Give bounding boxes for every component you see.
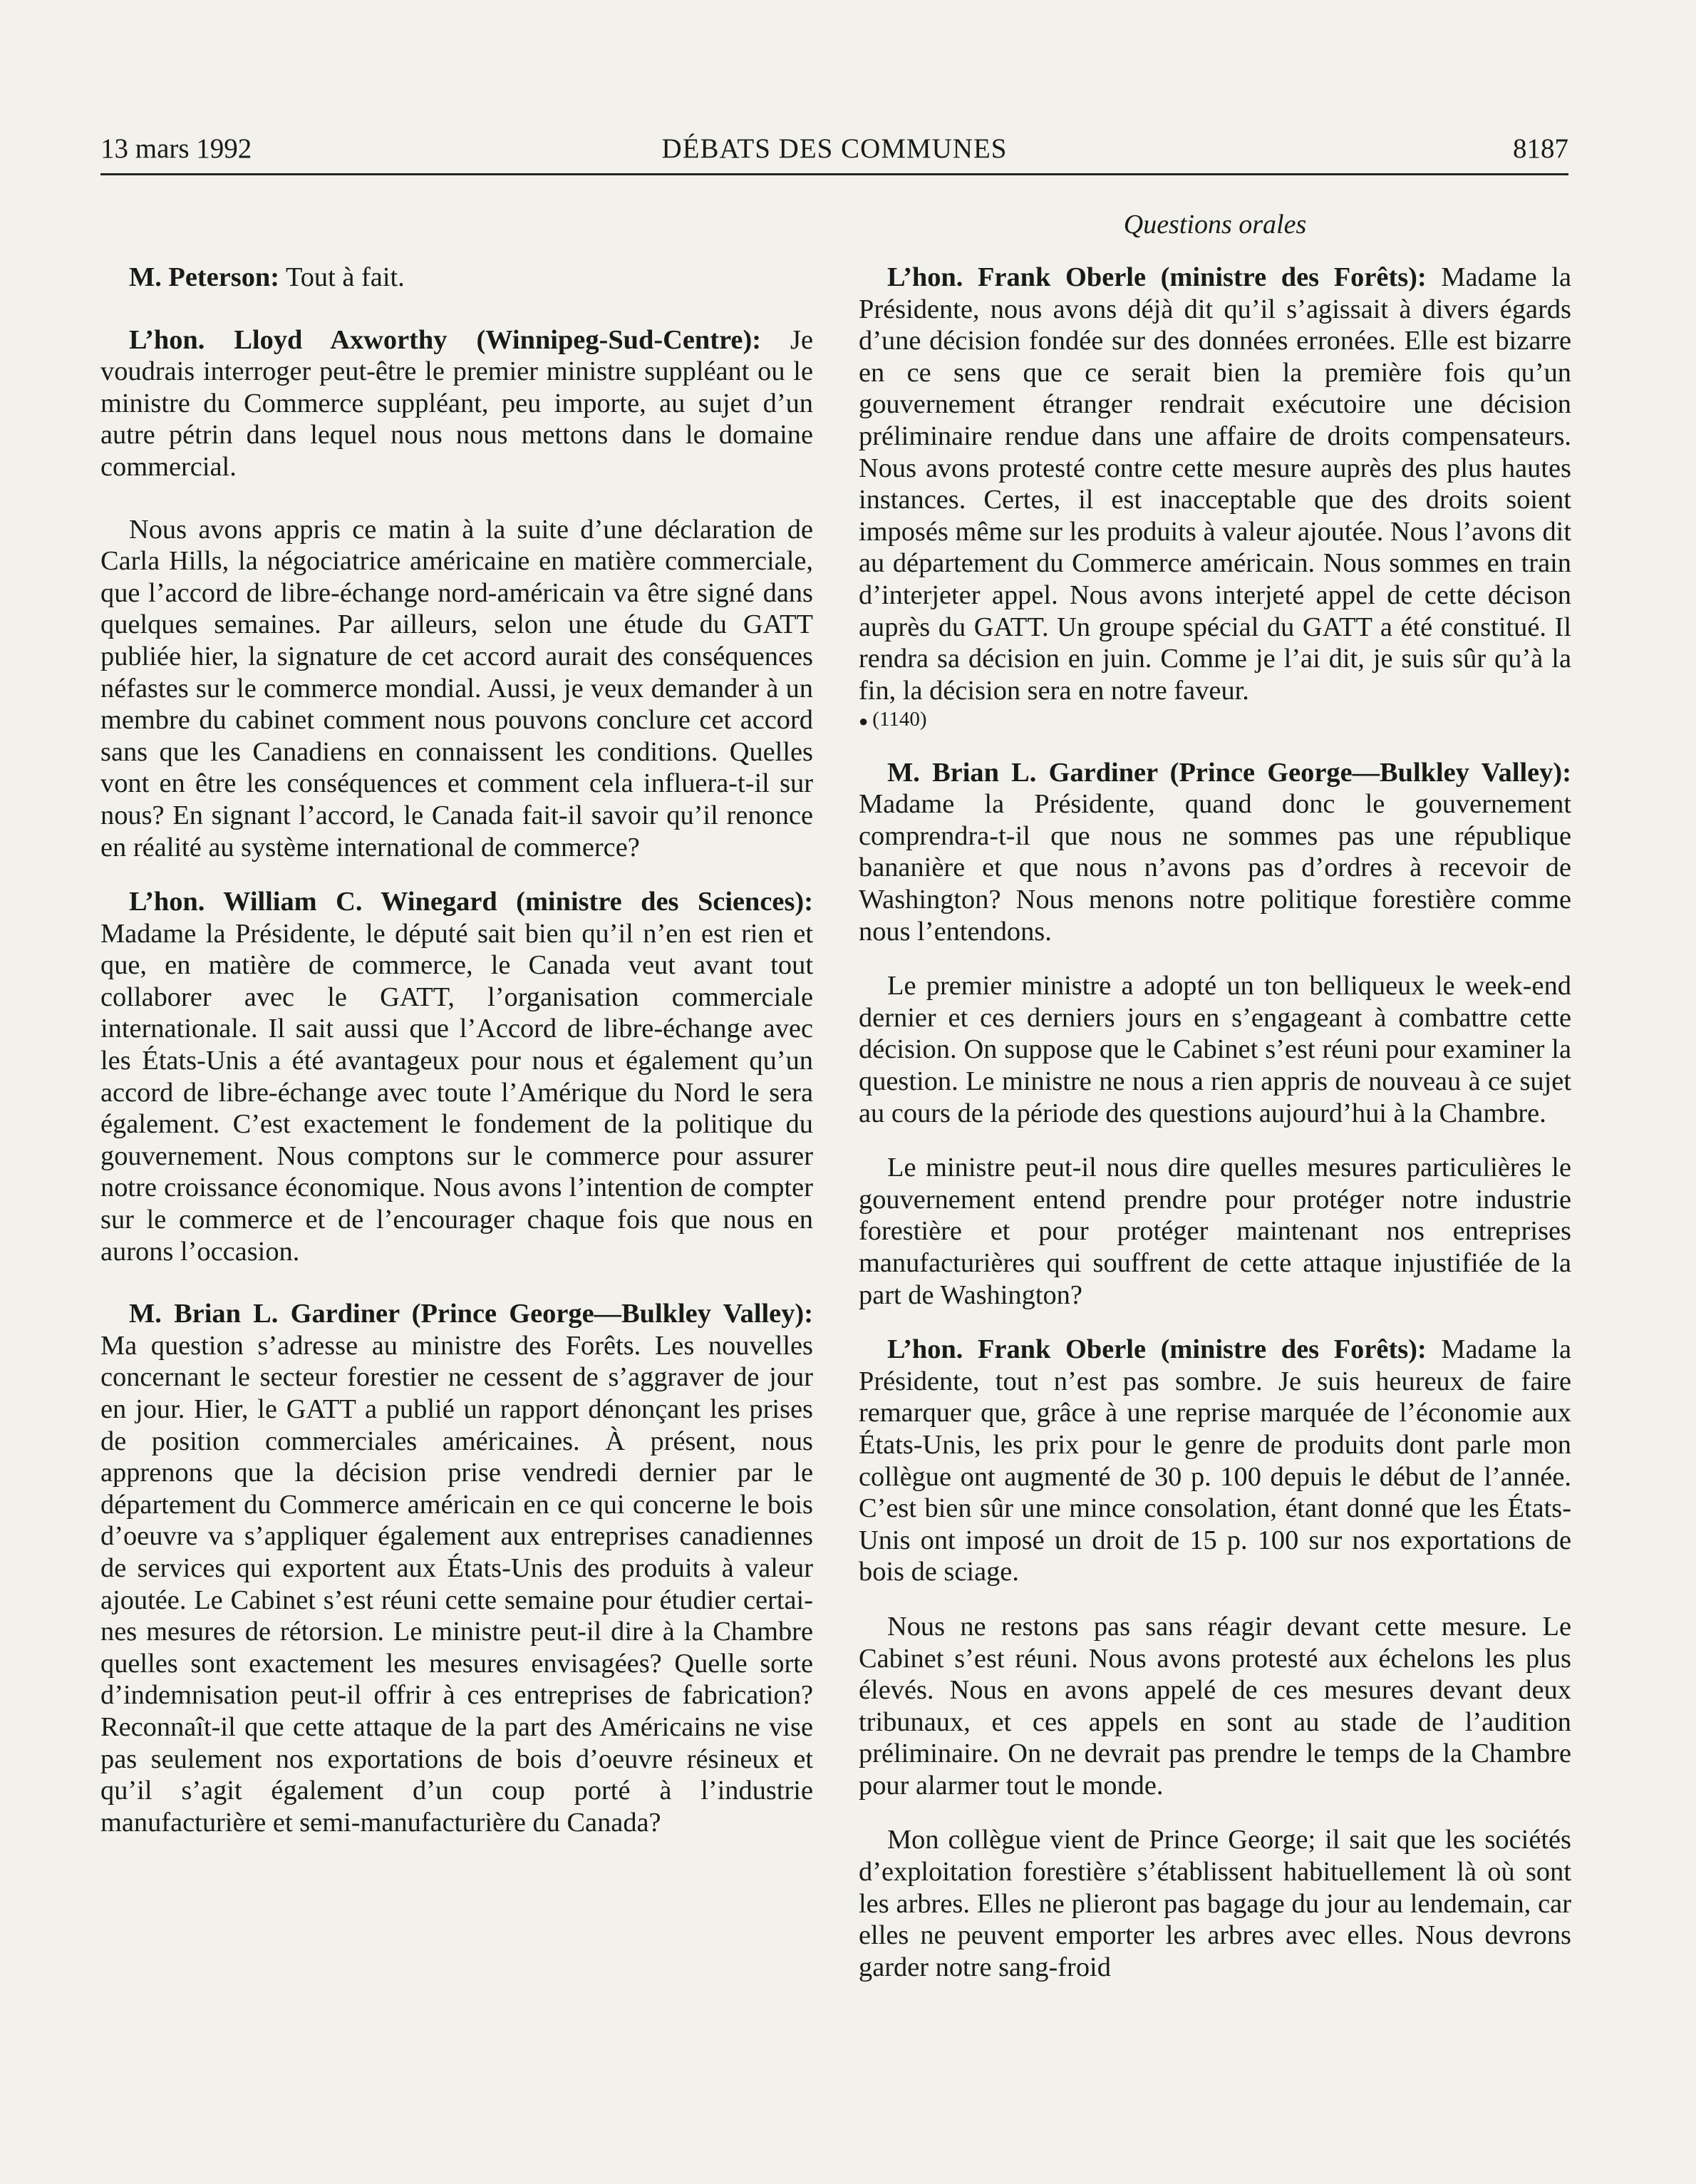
paragraph	[100, 1298, 813, 1838]
speaker-name: L’hon. Frank Oberle (ministre des Forêts):	[887, 262, 1427, 292]
right-column	[859, 262, 1571, 1983]
left-column	[100, 262, 813, 1838]
speaker-name: L’hon. Frank Oberle (ministre des Forêts):	[887, 1334, 1427, 1365]
paragraph	[100, 514, 813, 864]
paragraph-text: Madame la Présidente, le député sait bien qu’il n’en est rien et que, en matière de commerce, le Canada veut avant tout collaborer avec le GATT, l’organisation commerciale internationale. Il sait aussi que l’Accord de libre-échange avec les États-Unis a été avantageux pour nous et également qu’un accord de libre-échange avec toute l’Amérique du Nord le sera également. C’est exactement le fondement de la politique du gouvernement. Nous comptons sur le commerce pour assurer notre croissance économique. Nous avons l’intention de compter sur le commerce et de l’encourager chaque fois que nous en aurons l’occasion.	[100, 918, 813, 1267]
paragraph-text: Nous ne restons pas sans réagir devant cette mesure. Le Cabinet s’est réuni. Nous avons protesté aux échelons les plus élevés. Nous en avons appelé de ces mesures devant deux tribunaux, et ces appels en sont au stade de l’audition préliminaire. On ne devrait pas prendre le temps de la Chambre pour alarmer tout le monde.	[859, 1611, 1571, 1801]
paragraph-text: Ma question s’adresse au ministre des Forêts. Les nouvelles concernant le secteur forestier ne cessent de s’aggraver de jour en jour. Hier, le GATT a publié un rapport dénonçant les prises de position commerciales américaines. À présent, nous apprenons que la décision prise vendredi dernier par le département du Commerce américain en ce qui concerne le bois d’oeuvre va s’appliquer également aux entreprises canadiennes de services qui exportent aux États-Unis des produits à valeur ajoutée. Le Cabinet s’est réuni cette semaine pour étudier certaines mesures de rétorsion. Le ministre peut-il dire à la Chambre quelles sont exactement les mesures envisagées? Quelle sorte d’indemnisation peut-il offrir à ces entreprises de fabrication? Reconnaît-il que cette attaque de la part des Américains ne vise pas seulement nos exportations de bois d’oeuvre résineux et qu’il s’agit également d’un coup porté à l’industrie manufacturière et semi-manufacturière du Canada?	[100, 1330, 813, 1838]
paragraph	[859, 757, 1571, 948]
paragraph-text: Je voudrais interroger peut-être le premier ministre suppléant ou le ministre du Commerce suppléant, peu importe, au sujet d’un autre pétrin dans lequel nous nous mettons dans le domaine commercial.	[100, 324, 814, 482]
paragraph	[859, 1152, 1571, 1311]
paragraph	[859, 1334, 1571, 1588]
header-date: 13 mars 1992	[100, 133, 252, 164]
paragraph-text: Tout à fait.	[279, 262, 405, 292]
paragraph-text: Le premier ministre a adopté un ton belliqueux le week-end dernier et ces derniers jours en s’engageant à combattre cette décision. On suppose que le Cabinet s’est réuni pour examiner la question. Le ministre ne nous a rien appris de nouveau à ce sujet au cours de la période des questions aujourd’hui à la Chambre.	[859, 971, 1571, 1128]
paragraph	[100, 324, 813, 483]
paragraph	[859, 262, 1571, 706]
paragraph-text: Le ministre peut-il nous dire quelles mesures particulières le gouvernement entend prendre pour protéger notre industrie forestière et pour protéger maintenant nos entreprises manufacturières qui souffrent de cette attaque injustifiée de la part de Washington?	[859, 1153, 1571, 1310]
speaker-name: L’hon. William C. Winegard (ministre des Sciences):	[129, 887, 813, 917]
paragraph	[100, 262, 813, 294]
speaker-name: L’hon. Lloyd Axworthy (Winnipeg-Sud-Centre):	[129, 324, 762, 355]
speaker-name: M. Peterson:	[129, 262, 280, 292]
paragraph-text: Madame la Présidente, nous avons déjà dit qu’il s’agissait à divers égards d’une décision fondée sur des données erronées. Elle est bizarre en ce sens que ce serait bien la première fois qu’un gouvernement étranger rendrait exécutoire une décision préliminaire rendue dans une affaire de droits compensateurs. Nous avons protesté contre cette mesure auprès des plus hautes instances. Certes, il est inacceptable que des droits soient imposés même sur les produits à valeur ajoutée. Nous l’avons dit au département du Commerce américain. Nous sommes en train d’interjeter appel. Nous avons interjeté appel de cette décison auprès du GATT. Un groupe spécial du GATT a été constitué. Il rendra sa décision en juin. Comme je l’ai dit, je suis sûr qu’à la fin, la décision sera en notre faveur.	[859, 262, 1572, 706]
section-title: Questions orales	[1123, 210, 1307, 239]
timestamp-text: (1140)	[872, 708, 927, 731]
paragraph-text: Mon collègue vient de Prince George; il sait que les sociétés d’exploitation forestière s’établissent habituellement là où sont les arbres. Elles ne plieront pas bagage du jour au lendemain, car elles ne peuvent emporter les arbres avec elles. Nous devrons garder notre sang-froid	[859, 1825, 1571, 1982]
header-rule	[100, 173, 1568, 175]
paragraph-text: Nous avons appris ce matin à la suite d’une déclaration de Carla Hills, la négociatrice américaine en matière commerciale, que l’accord de libre-échange nord-américain va être signé dans quelques semaines. Par ailleurs, selon une étude du GATT publiée hier, la signature de cet accord aurait des conséquences néfastes sur le commerce mondial. Aussi, je veux demander à un membre du cabinet comment nous pouvons conclure cet accord sans que les Canadiens en connaissent les conditions. Quelles vont en être les conséquences et comment cela influera-t-il sur nous? En signant l’accord, le Canada fait-il savoir qu’il renonce en réalité au système international de commerce?	[100, 514, 813, 862]
timestamp	[859, 706, 1571, 733]
paragraph	[859, 1824, 1571, 1983]
paragraph	[859, 970, 1571, 1129]
speaker-name: M. Brian L. Gardiner (Prince George—Bulkley Valley):	[887, 757, 1571, 788]
page-number: 8187	[1513, 133, 1568, 164]
bullet-icon: ●	[859, 711, 869, 730]
speaker-name: M. Brian L. Gardiner (Prince George—Bulkley Valley):	[129, 1299, 813, 1329]
paragraph	[859, 1611, 1571, 1802]
header-title: DÉBATS DES COMMUNES	[661, 133, 1008, 164]
paragraph	[100, 886, 813, 1267]
paragraph-text: Madame la Présidente, tout n’est pas sombre. Je suis heureux de faire remarquer que, grâce à une reprise marquée de l’économie aux États-Unis, les prix pour le genre de produits dont parle mon collègue ont augmenté de 30 p. 100 depuis le début de l’année. C’est bien sûr une mince consolation, étant donné que les États-Unis ont imposé un droit de 15 p. 100 sur nos exportations de bois de sciage.	[859, 1334, 1572, 1587]
page-header	[100, 132, 1568, 175]
paragraph-text: Madame la Présidente, quand donc le gouvernement comprendra-t-il que nous ne sommes pas une république bananière et que nous n’avons pas d’ordres à recevoir de Washington? Nous menons notre politique forestière comme nous l’entendons.	[859, 789, 1571, 947]
